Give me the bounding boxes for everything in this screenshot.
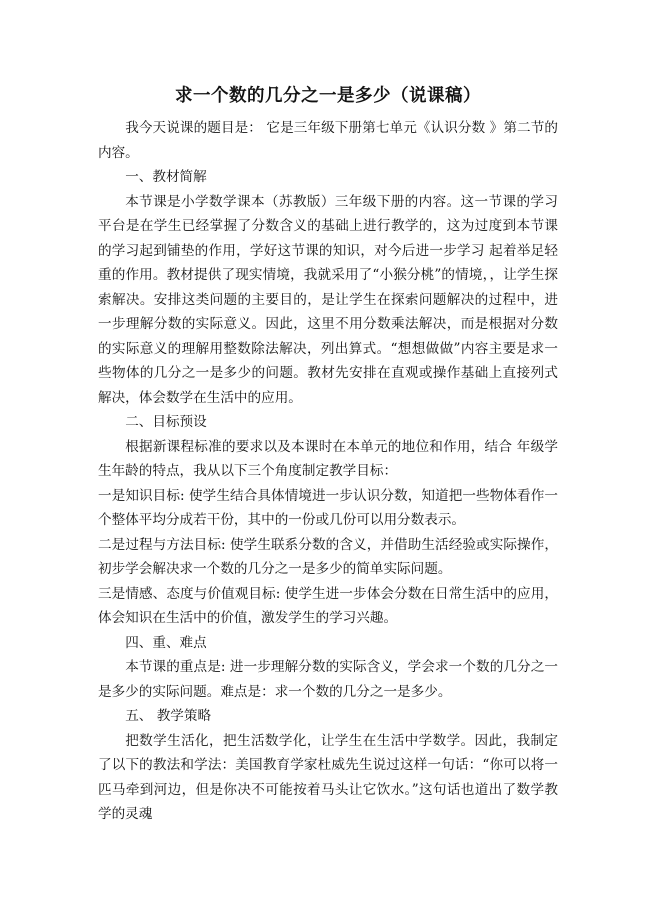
section-heading-key-points: 四、重、难点 <box>125 634 207 651</box>
goal-knowledge: 一是知识目标: 使学生结合具体情境进一步认识分数，知道把一些物体看作一个整体平均分成若干份，其中的一份或几份可以用分数表示。 <box>98 487 558 528</box>
goals-intro-paragraph: 根据新课程标准的要求以及本课时在本单元的地位和作用，结合 年级学生年龄的特点，我从以下三个角度制定教学目标： <box>98 438 558 479</box>
section-heading-strategy: 五、 教学策略 <box>125 708 212 724</box>
strategy-paragraph: 把数学生活化，把生活数学化，让学生在生活中学数学。因此，我制定了以下的教法和学法：美国教育学家杜威先生说过这样一句话：“你可以将一匹马牵到河边，但是你决不可能按着马头让它饮水。”这句话也道出了数学教学的灵魂 <box>98 732 558 822</box>
materials-paragraph: 本节课是小学数学课本（苏教版）三年级下册的内容。这一节课的学习平台是在学生已经掌握了分数含义的基础上进行教学的，这为过度到本节课的学习起到铺垫的作用，学好这节课的知识，对今后进一步学习 起着举足轻重的作用。教材提供了现实情境，我就采用了“小猴分桃”的情境，，让学生探索解决。安排这类问题的主要目的，是让学生在探索问题解决的过程中，进一步理解分数的实际意义。因此，这里不用分数乘法解决，而是根据对分数的实际意义的理解用整数除法解决，列出算式。“想想做做”内容主要是求一些物体的几分之一是多少的问题。教材先安排在直观或操作基础上直接列式解决，体会数学在生活中的应用。 <box>98 193 558 406</box>
key-points-paragraph: 本节课的重点是: 进一步理解分数的实际含义，学会求一个数的几分之一是多少的实际问题。难点是：求一个数的几分之一是多少。 <box>98 659 558 700</box>
intro-paragraph: 我今天说课的题目是： 它是三年级下册第七单元《认识分数 》第二节的内容。 <box>98 120 558 161</box>
document-page <box>98 84 558 827</box>
section-heading-goals: 二、目标预设 <box>125 414 207 430</box>
section-heading-materials: 一、教材简解 <box>125 169 207 185</box>
document-title: 求一个数的几分之一是多少（说课稿） <box>175 86 481 106</box>
goal-emotion-attitude: 三是情感、态度与价值观目标: 使学生进一步体会分数在日常生活中的应用，体会知识在生活中的价值，激发学生的学习兴趣。 <box>98 585 558 626</box>
goal-process-method: 二是过程与方法目标: 使学生联系分数的含义，并借助生活经验或实际操作，初步学会解决求一个数的几分之一是多少的简单实际问题。 <box>98 536 558 577</box>
